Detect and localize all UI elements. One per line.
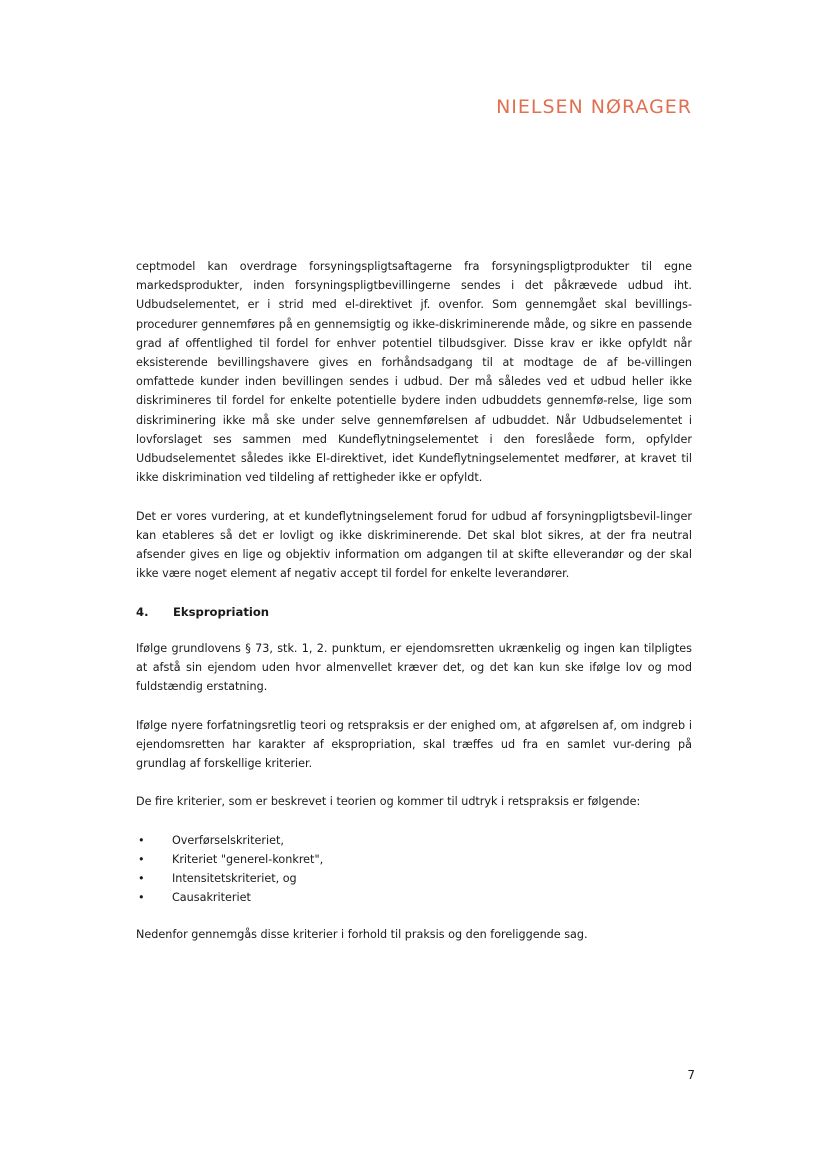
list-item-text: Intensitetskriteriet, og <box>172 872 297 886</box>
paragraph-grundlov: Ifølge grundlovens § 73, stk. 1, 2. punktum, er ejendomsretten ukrænkelig og ingen kan tilpligtes at afstå sin ejendom uden hvor almenvellet kræver det, og det kan kun ske ifølge lov og mod fuldstændig erstatning. <box>136 641 692 694</box>
list-item-text: Causakriteriet <box>172 891 251 905</box>
bullet-icon: • <box>138 853 145 867</box>
paragraph-teori: Ifølge nyere forfatningsretlig teori og retspraksis er der enighed om, at afgørelsen af, om indgreb i ejendomsretten har karakter af ekspropriation, skal træffes ud fra en samlet vur-dering på grundlag af forskellige kriterier. <box>136 718 692 771</box>
section-number: 4. <box>136 604 149 619</box>
paragraph-gennemgang: Nedenfor gennemgås disse kriterier i forhold til praksis og den foreliggende sag. <box>136 927 588 941</box>
list-item <box>136 831 692 850</box>
bullet-icon: • <box>138 872 145 886</box>
section-heading <box>136 603 692 622</box>
list-item-text: Overførselskriteriet, <box>172 833 284 847</box>
page-number: 7 <box>687 1068 695 1082</box>
list-item <box>136 850 692 869</box>
document-body <box>136 257 692 963</box>
paragraph-vurdering: Det er vores vurdering, at et kundeflytningselement forud for udbud af forsyningpligtsbevil-linger kan etableres så det er lovligt og ikke diskriminerende. Det skal blot sikres, at der fra neutral afsender gives en lige og objektiv information om adgangen til at skifte elleverandør og der skal ikke være noget element af negativ accept til fordel for enkelte leverandører. <box>136 509 692 581</box>
brand-logo-text: NIELSEN NØRAGER <box>496 96 692 118</box>
criteria-list <box>136 831 692 908</box>
paragraph-kriterier-intro: De fire kriterier, som er beskrevet i teorien og kommer til udtryk i retspraksis er følgende: <box>136 795 641 809</box>
list-item <box>136 869 692 888</box>
list-item-text: Kriteriet "generel-konkret", <box>172 853 324 867</box>
paragraph-udbud: ceptmodel kan overdrage forsyningspligtsaftagerne fra forsyningspligtprodukter til egne markedsprodukter, inden forsyningspligtbevillingerne sendes i det påkrævede udbud iht. Udbudselementet, er i strid med el-direktivet jf. ovenfor. Som gennemgået skal bevillings-procedurer gennemføres på en gennemsigtig og ikke-diskriminerende måde, og sikre en passende grad af offentlighed til fordel for enhver potentiel tilbudsgiver. Disse krav er ikke opfyldt når eksisterende bevillingshavere gives en forhåndsadgang til at modtage de af be-villingen omfattede kunder inden bevillingen sendes i udbud. Der må således ved et udbud heller ikke diskrimineres til fordel for enkelte potentielle bydere inden udbuddets gennemfø-relse, lige som diskriminering ikke må ske under selve gennemførelsen af udbuddet. Når Udbudselementet i lovforslaget ses sammen med Kundeflytningselementet i den foreslåede form, opfylder Udbudselementet således ikke El-direktivet, idet Kundeflytningselementet medfører, at kravet til ikke diskrimination ved tildeling af rettigheder ikke er opfyldt. <box>136 260 692 485</box>
bullet-icon: • <box>138 833 145 847</box>
section-title: Ekspropriation <box>173 604 270 619</box>
list-item <box>136 888 692 907</box>
bullet-icon: • <box>138 891 145 905</box>
